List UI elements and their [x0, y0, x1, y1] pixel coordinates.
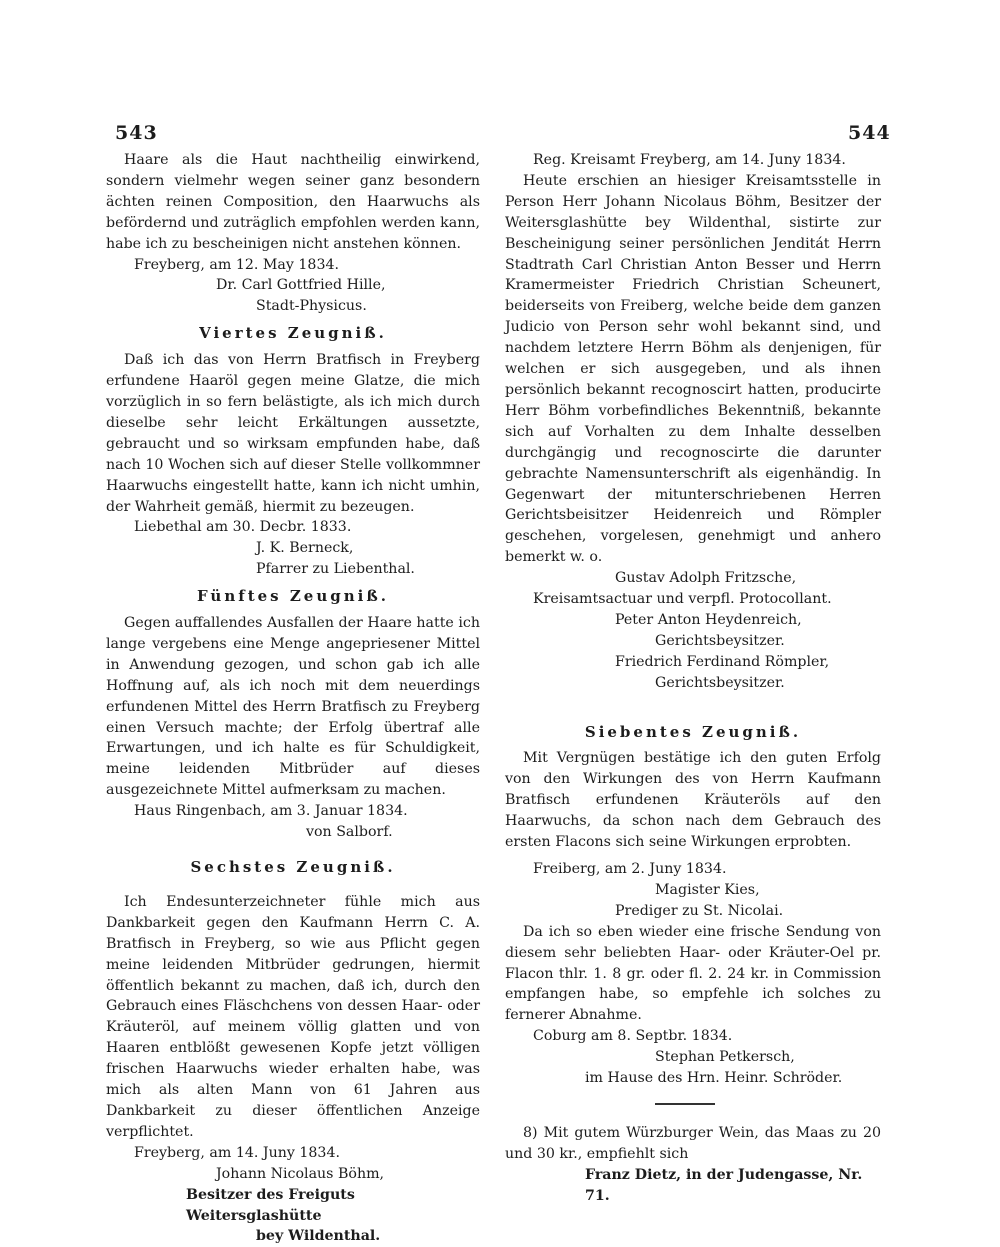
page-number-right: 544 — [848, 122, 891, 144]
sixth-testimony-date: Freyberg, am 14. Juny 1834. — [134, 1144, 340, 1161]
notice-signature-place: im Hause des Hrn. Heinr. Schröder. — [585, 1070, 843, 1087]
notice-body: Da ich so eben wieder eine frische Sendung von diesem sehr beliebten Haar- oder Kräuter-Oel pr. Flacon thlr. 1. 8 gr. oder fl. 2. 24 kr. in Commission empfangen habe, so empfehle ich solches zu fernerer Abnahme. — [505, 923, 881, 1024]
seventh-testimony-date: Freiberg, am 2. Juny 1834. — [533, 861, 727, 877]
heading-sixth-testimony: Sechstes Zeugniß. — [190, 858, 396, 876]
page-number-left: 543 — [115, 122, 158, 144]
sixth-testimony-signature-title-2: bey Wildenthal. — [256, 1228, 381, 1245]
heading-fifth-testimony: Fünftes Zeugniß. — [197, 587, 389, 606]
notice-date: Coburg am 8. Septbr. 1834. — [533, 1028, 733, 1045]
section-divider — [655, 1103, 715, 1105]
fourth-testimony-date: Liebethal am 30. Decbr. 1833. — [134, 519, 352, 536]
office-line: Reg. Kreisamt Freyberg, am 14. Juny 1834. — [533, 152, 846, 168]
heading-seventh-testimony: Siebentes Zeugniß. — [584, 722, 802, 741]
left-column — [106, 150, 480, 1247]
right-column — [505, 150, 881, 1207]
fourth-testimony-signature-name: J. K. Berneck, — [256, 540, 354, 557]
fourth-testimony-signature-title: Pfarrer zu Liebenthal. — [256, 561, 415, 578]
intro-date: Freyberg, am 12. May 1834. — [134, 256, 340, 273]
intro-signature-name: Dr. Carl Gottfried Hille, — [216, 277, 386, 294]
office-body: Heute erschien an hiesiger Kreisamtsstelle in Person Herr Johann Nicolaus Böhm, Besitzer der Weitersglashütte bey Wildenthal, sistirte zur Bescheinigung seiner persönlichen Jenditát Herrn Stadtrath Carl Christian Anton Besser und Herrn Kramermeister Friedrich Christian Scheunert, beiderseits von Freiberg, welche beide dem ganzen Judicio von Person sehr wohl bekannt sind, und nachdem letztere Herrn Böhm als denjenigen, für welchen er sich ausgegeben, und als ihnen persönlich bekannt recognoscirt hatten, producirte Herr Böhm vorbefindliches Bekenntniß, bekannte sich auf Vorhalten zu dem Inhalte desselben durchgängig und recognoscirte die darunter gebrachte Namensunterschrift als eigenhändig. In Gegenwart der mitunterschriebenen Herren Gerichtsbeisitzer Heidenreich und Römpler geschehen, vorgelesen, genehmigt und anhero bemerkt w. o. — [505, 172, 881, 566]
signature-c-name: Friedrich Ferdinand Römpler, — [615, 653, 830, 670]
heading-fourth-testimony: Viertes Zeugniß. — [199, 324, 387, 343]
sixth-testimony-signature-title-1: Besitzer des Freiguts Weitersglashütte — [186, 1186, 355, 1224]
fifth-testimony-signature-name: von Salborf. — [306, 824, 393, 841]
sixth-testimony-signature-name: Johann Nicolaus Böhm, — [216, 1165, 385, 1182]
signature-b-name: Peter Anton Heydenreich, — [615, 611, 802, 628]
seventh-testimony-signature-title: Prediger zu St. Nicolai. — [615, 902, 784, 919]
sixth-testimony-body: Ich Endesunterzeichneter fühle mich aus Dankbarkeit gegen den Kaufmann Herrn C. A. Bratfisch in Freyberg, so wie aus Pflicht gegen meine leidenden Mitbrüder gedrungen, hiermit öffentlich bekannt zu machen, daß ich, durch den Gebrauch eines Fläschchens von dessen Haar- oder Kräuteröl, auf meinem völlig glatten und von Haaren entblößt gewesenen Kopfe jetzt völligen frischen Haarwuchs wieder erhalten habe, was mich als alten Mann von 61 Jahren aus Dankbarkeit zu dieser öffentlichen Anzeige verpflichtet. — [106, 893, 480, 1140]
signature-a-title: Kreisamtsactuar und verpfl. Protocollant. — [533, 591, 832, 608]
advertisement-8-body: 8) Mit gutem Würzburger Wein, das Maas zu 20 und 30 kr., empfiehlt sich — [505, 1124, 881, 1162]
advertisement-8-signature: Franz Dietz, in der Judengasse, Nr. 71. — [585, 1166, 863, 1204]
intro-signature-title: Stadt-Physicus. — [256, 298, 367, 315]
signature-b-title: Gerichtsbeysitzer. — [655, 632, 785, 649]
notice-signature-name: Stephan Petkersch, — [655, 1049, 795, 1066]
signature-a-name: Gustav Adolph Fritzsche, — [615, 570, 797, 587]
fifth-testimony-date: Haus Ringenbach, am 3. Januar 1834. — [134, 803, 408, 820]
intro-paragraph: Haare als die Haut nachtheilig einwirkend, sondern vielmehr wegen seiner ganz besondern ächten reinen Composition, den Haarwuchs als befördernd und zuträglich empfohlen werden kann, habe ich zu bescheinigen nicht anstehen können. — [106, 152, 480, 252]
fifth-testimony-body: Gegen auffallendes Ausfallen der Haare hatte ich lange vergebens eine Menge angepriesener Mittel in Anwendung gezogen, und schon gab ich alle Hoffnung auf, als ich noch mit dem neuerdings erfundenen Mittel des Herrn Bratfisch zu Freyberg einen Versuch machte; der Erfolg übertraf alle Erwartungen, und ich halte es für Schuldigkeit, meine leidenden Mitbrüder auf dieses ausgezeichnete Mittel aufmerksam zu machen. — [106, 615, 480, 799]
signature-c-title: Gerichtsbeysitzer. — [655, 674, 785, 691]
seventh-testimony-signature-name: Magister Kies, — [655, 881, 760, 898]
fourth-testimony-body: Daß ich das von Herrn Bratfisch in Freyberg erfundene Haaröl gegen meine Glatze, die mich vorzüglich in so fern belästigte, als ich mich durch dieselbe sehr leicht Erkältungen aussetzte, gebraucht und so wirksam empfunden habe, daß nach 10 Wochen sich auf dieser Stelle vollkommner Haarwuchs eingestellt hatte, kann ich nicht umhin, der Wahrheit gemäß, hiermit zu bezeugen. — [106, 352, 480, 515]
seventh-testimony-body: Mit Vergnügen bestätige ich den guten Erfolg von den Wirkungen des von Herrn Kaufmann Bratfisch erfundenen Kräuteröls auf den Haarwuchs, da schon nach dem Gebrauch des ersten Flacons sich seine Wirkungen erprobten. — [505, 750, 881, 851]
